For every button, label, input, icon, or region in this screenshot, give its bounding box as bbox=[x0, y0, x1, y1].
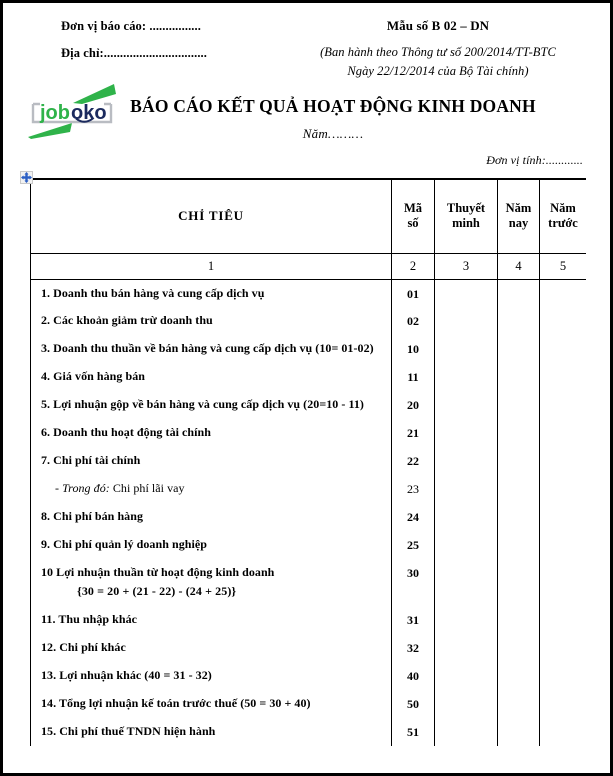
table-row bbox=[31, 475, 587, 503]
row-previous-year[interactable] bbox=[540, 335, 587, 363]
row-previous-year[interactable] bbox=[540, 606, 587, 634]
report-year-field: Năm……… bbox=[302, 126, 364, 141]
row-indicator-name bbox=[31, 606, 392, 634]
decree-line-2: Ngày 22/12/2014 của Bộ Tài chính) bbox=[347, 63, 529, 78]
sub-row-emphasis: Trong đó: bbox=[62, 481, 110, 496]
row-indicator-name bbox=[31, 690, 392, 718]
table-column-number-row bbox=[31, 253, 587, 279]
row-indicator-text: 11. Thu nhập khác bbox=[41, 611, 138, 626]
row-note[interactable] bbox=[435, 279, 498, 307]
row-note[interactable] bbox=[435, 475, 498, 503]
row-indicator-name bbox=[31, 634, 392, 662]
row-code: 51 bbox=[392, 718, 435, 746]
row-current-year[interactable] bbox=[498, 606, 540, 634]
row-current-year[interactable] bbox=[498, 447, 540, 475]
row-current-year[interactable] bbox=[498, 559, 540, 606]
row-note[interactable] bbox=[435, 662, 498, 690]
row-current-year[interactable] bbox=[498, 335, 540, 363]
row-current-year[interactable] bbox=[498, 475, 540, 503]
row-previous-year[interactable] bbox=[540, 690, 587, 718]
column-header-previous-line2: trước bbox=[548, 216, 578, 231]
income-statement-table bbox=[30, 178, 586, 746]
table-move-handle-icon[interactable] bbox=[20, 171, 33, 184]
sub-row-dash: - bbox=[55, 481, 63, 496]
column-header-current-year bbox=[498, 179, 540, 253]
svg-text:oko: oko bbox=[71, 102, 107, 124]
row-current-year[interactable] bbox=[498, 531, 540, 559]
row-note[interactable] bbox=[435, 307, 498, 335]
row-previous-year[interactable] bbox=[540, 307, 587, 335]
column-header-note bbox=[435, 179, 498, 253]
column-header-current-line2: nay bbox=[508, 216, 529, 231]
row-indicator-text: 10 Lợi nhuận thuần từ hoạt động kinh doanh bbox=[41, 565, 275, 580]
row-note[interactable] bbox=[435, 559, 498, 606]
row-formula: {30 = 20 + (21 - 22) - (24 + 25)} bbox=[77, 583, 237, 598]
row-note[interactable] bbox=[435, 531, 498, 559]
row-previous-year[interactable] bbox=[540, 531, 587, 559]
table-row bbox=[31, 419, 587, 447]
row-current-year[interactable] bbox=[498, 690, 540, 718]
table-header bbox=[31, 179, 587, 279]
row-code: 25 bbox=[392, 531, 435, 559]
row-indicator-name bbox=[31, 559, 392, 606]
column-number-5: 5 bbox=[540, 253, 587, 279]
row-indicator-name bbox=[31, 531, 392, 559]
row-previous-year[interactable] bbox=[540, 559, 587, 606]
row-code: 31 bbox=[392, 606, 435, 634]
column-header-current-line1: Năm bbox=[505, 201, 532, 215]
table-row bbox=[31, 503, 587, 531]
row-current-year[interactable] bbox=[498, 662, 540, 690]
table-row bbox=[31, 559, 587, 606]
table-row bbox=[31, 363, 587, 391]
row-previous-year[interactable] bbox=[540, 363, 587, 391]
row-indicator-text: 13. Lợi nhuận khác (40 = 31 - 32) bbox=[41, 667, 212, 682]
report-table-container bbox=[30, 178, 586, 770]
row-indicator-text: 8. Chi phí bán hàng bbox=[41, 509, 144, 524]
row-code: 30 bbox=[392, 559, 435, 606]
row-current-year[interactable] bbox=[498, 718, 540, 746]
row-code: 32 bbox=[392, 634, 435, 662]
row-code: 10 bbox=[392, 335, 435, 363]
table-row bbox=[31, 690, 587, 718]
reporting-unit-block bbox=[61, 20, 321, 74]
row-code: 02 bbox=[392, 307, 435, 335]
table-row bbox=[31, 335, 587, 363]
column-header-previous-year bbox=[540, 179, 587, 253]
reporting-unit-line: Đơn vị báo cáo: ................ bbox=[61, 19, 201, 33]
row-previous-year[interactable] bbox=[540, 662, 587, 690]
row-code: 40 bbox=[392, 662, 435, 690]
column-header-code bbox=[392, 179, 435, 253]
joboko-logo bbox=[20, 82, 124, 139]
sub-row-text: Chi phí lãi vay bbox=[109, 481, 185, 496]
svg-text:job: job bbox=[40, 102, 70, 124]
table-header-row bbox=[31, 179, 587, 253]
row-indicator-text: 1. Doanh thu bán hàng và cung cấp dịch vụ bbox=[41, 285, 265, 300]
row-previous-year[interactable] bbox=[540, 634, 587, 662]
row-indicator-name bbox=[31, 279, 392, 307]
row-note[interactable] bbox=[435, 447, 498, 475]
row-indicator-name bbox=[31, 307, 392, 335]
row-previous-year[interactable] bbox=[540, 718, 587, 746]
column-header-indicator: CHỈ TIÊU bbox=[31, 179, 392, 253]
row-indicator-text: 12. Chi phí khác bbox=[41, 639, 126, 654]
table-body bbox=[31, 279, 587, 746]
column-header-previous-line1: Năm bbox=[550, 201, 576, 215]
row-note[interactable] bbox=[435, 690, 498, 718]
row-indicator-text: 5. Lợi nhuận gộp về bán hàng và cung cấp dịch vụ (20=10 - 11) bbox=[41, 397, 364, 412]
title-block bbox=[123, 96, 543, 142]
column-number-4: 4 bbox=[498, 253, 540, 279]
row-indicator-text: 2. Các khoản giảm trừ doanh thu bbox=[41, 313, 213, 328]
row-note[interactable] bbox=[435, 606, 498, 634]
row-current-year[interactable] bbox=[498, 391, 540, 419]
row-previous-year[interactable] bbox=[540, 419, 587, 447]
table-row bbox=[31, 718, 587, 746]
form-code-block bbox=[288, 18, 588, 81]
row-indicator-text: 9. Chi phí quản lý doanh nghiệp bbox=[41, 537, 207, 552]
row-previous-year[interactable] bbox=[540, 503, 587, 531]
page-title: BÁO CÁO KẾT QUẢ HOẠT ĐỘNG KINH DOANH bbox=[130, 96, 536, 116]
row-code: 11 bbox=[392, 363, 435, 391]
column-number-3: 3 bbox=[435, 253, 498, 279]
column-number-2: 2 bbox=[392, 253, 435, 279]
row-indicator-name bbox=[31, 475, 392, 503]
table-row bbox=[31, 391, 587, 419]
row-code: 01 bbox=[392, 279, 435, 307]
row-code: 23 bbox=[392, 475, 435, 503]
row-code: 21 bbox=[392, 419, 435, 447]
row-previous-year[interactable] bbox=[540, 279, 587, 307]
row-indicator-name bbox=[31, 391, 392, 419]
row-code: 24 bbox=[392, 503, 435, 531]
row-note[interactable] bbox=[435, 391, 498, 419]
row-indicator-name bbox=[31, 662, 392, 690]
row-indicator-text: 15. Chi phí thuế TNDN hiện hành bbox=[41, 723, 216, 738]
row-previous-year[interactable] bbox=[540, 447, 587, 475]
row-current-year[interactable] bbox=[498, 634, 540, 662]
column-header-code-line2: số bbox=[407, 216, 419, 231]
row-indicator-text: 6. Doanh thu hoạt động tài chính bbox=[41, 425, 211, 440]
row-note[interactable] bbox=[435, 363, 498, 391]
row-code: 20 bbox=[392, 391, 435, 419]
row-previous-year[interactable] bbox=[540, 475, 587, 503]
decree-line-1: (Ban hành theo Thông tư số 200/2014/TT-BTC bbox=[320, 44, 556, 59]
row-indicator-text: 4. Giá vốn hàng bán bbox=[41, 369, 145, 384]
row-indicator-name bbox=[31, 447, 392, 475]
form-code: Mẫu số B 02 – DN bbox=[386, 18, 490, 33]
row-current-year[interactable] bbox=[498, 363, 540, 391]
row-code: 22 bbox=[392, 447, 435, 475]
document-header bbox=[3, 3, 610, 173]
row-note[interactable] bbox=[435, 634, 498, 662]
row-indicator-name bbox=[31, 419, 392, 447]
row-indicator-name bbox=[31, 363, 392, 391]
row-indicator-name bbox=[31, 503, 392, 531]
currency-unit-note: Đơn vị tính:............ bbox=[486, 153, 583, 167]
row-note[interactable] bbox=[435, 503, 498, 531]
row-note[interactable] bbox=[435, 335, 498, 363]
table-row bbox=[31, 279, 587, 307]
row-indicator-text: 7. Chi phí tài chính bbox=[41, 453, 141, 468]
column-number-1: 1 bbox=[31, 253, 392, 279]
row-code: 50 bbox=[392, 690, 435, 718]
row-current-year[interactable] bbox=[498, 279, 540, 307]
row-indicator-text: 3. Doanh thu thuần về bán hàng và cung cấp dịch vụ (10= 01-02) bbox=[41, 341, 374, 356]
table-row bbox=[31, 447, 587, 475]
row-previous-year[interactable] bbox=[540, 391, 587, 419]
table-row bbox=[31, 531, 587, 559]
table-row bbox=[31, 662, 587, 690]
column-header-note-line2: minh bbox=[452, 216, 480, 231]
table-row bbox=[31, 606, 587, 634]
table-row bbox=[31, 307, 587, 335]
address-line: Địa chỉ:................................ bbox=[61, 46, 208, 61]
column-header-note-line1: Thuyết bbox=[446, 201, 486, 215]
row-current-year[interactable] bbox=[498, 503, 540, 531]
row-note[interactable] bbox=[435, 419, 498, 447]
row-note[interactable] bbox=[435, 718, 498, 746]
row-indicator-name bbox=[31, 335, 392, 363]
row-indicator-name bbox=[31, 718, 392, 746]
row-current-year[interactable] bbox=[498, 419, 540, 447]
table-row bbox=[31, 634, 587, 662]
row-current-year[interactable] bbox=[498, 307, 540, 335]
column-header-code-line1: Mã bbox=[403, 201, 423, 215]
row-indicator-text: 14. Tổng lợi nhuận kế toán trước thuế (50 = 30 + 40) bbox=[41, 695, 311, 710]
